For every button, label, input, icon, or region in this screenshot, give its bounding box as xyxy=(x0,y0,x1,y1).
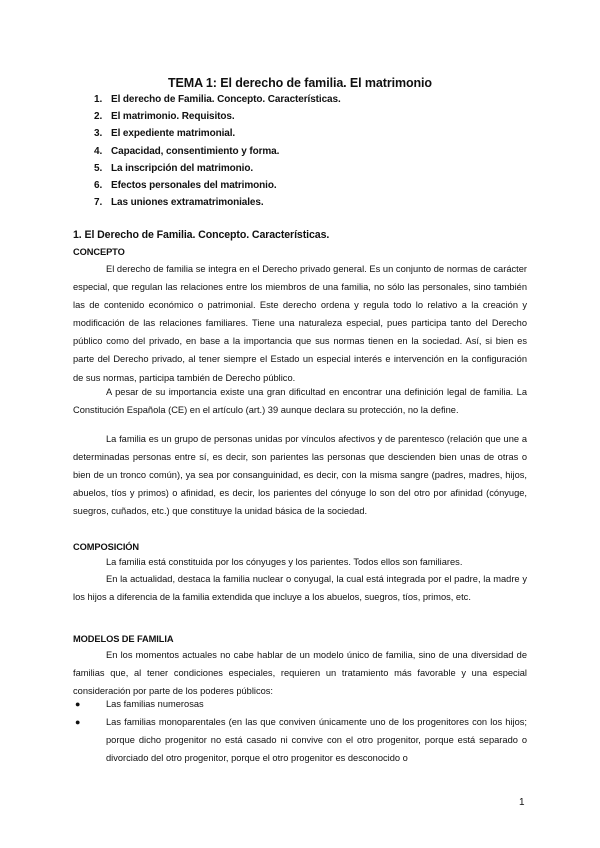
toc-item xyxy=(94,94,341,111)
concepto-heading: CONCEPTO xyxy=(73,247,125,257)
toc-item-number: 4. xyxy=(94,145,103,157)
page-title: TEMA 1: El derecho de familia. El matrimonio xyxy=(168,76,432,90)
toc-item-number: 3. xyxy=(94,128,103,140)
modelos-paragraph-1: En los momentos actuales no cabe hablar de un modelo único de familia, sino de una diversidad de familias que, al tener condiciones especiales, requieren un tratamiento más favorable y una especial consideración por parte de los poderes públicos: xyxy=(73,650,527,697)
bullet-icon: ● xyxy=(75,699,81,709)
list-item xyxy=(73,695,527,713)
concepto-paragraph-3: La familia es un grupo de personas unidas por vínculos afectivos y de parentesco (relación que une a determinadas personas entre sí, es decir, son parientes las personas que descienden bien unas de otras o bien de un tronco común), ya sea por consanguinidad, es decir, con la misma sangre (padres, madres, hijos, abuelos, tíos y primos) o afinidad, es decir, los parientes del cónyuge lo son del otro por afinidad (cónyuge, suegros, cuñados, etc.) que constituye la unidad básica de la sociedad. xyxy=(73,434,527,517)
toc-item-number: 7. xyxy=(94,197,103,209)
toc-item-number: 6. xyxy=(94,179,103,191)
concepto-paragraph-1: El derecho de familia se integra en el Derecho privado general. Es un conjunto de normas de carácter especial, que regulan las relaciones entre los miembros de una familia, no sólo las personales, sino también las de contenido económico o patrimonial. Este derecho ordena y regula todo lo relativo a la creación y modificación de las relaciones familiares. Tiene una naturaleza especial, pues participa tanto del Derecho público como del privado, en base a la importancia que sus normas tienen en la sociedad. Así, si bien es parte del Derecho privado, al tener siempre el Estado un especial interés e intervención en la configuración de sus normas, participa también de Derecho público. xyxy=(73,264,527,383)
toc-item xyxy=(94,128,341,145)
toc-item-number: 1. xyxy=(94,94,103,105)
toc-item-text: La inscripción del matrimonio. xyxy=(111,162,254,174)
toc-item xyxy=(94,180,341,197)
concepto-paragraph-2: A pesar de su importancia existe una gran dificultad en encontrar una definición legal de familia. La Constitución Española (CE) en el artículo (art.) 39 aunque declara su protección, no la define. xyxy=(73,387,527,416)
section-heading: 1. El Derecho de Familia. Concepto. Características. xyxy=(73,229,330,241)
list-item-text: Las familias numerosas xyxy=(106,699,204,709)
toc-item-text: El expediente matrimonial. xyxy=(111,128,236,140)
toc-item-text: Capacidad, consentimiento y forma. xyxy=(111,145,280,157)
composicion-heading: COMPOSICIÓN xyxy=(73,542,140,552)
page-number: 1 xyxy=(519,797,525,808)
list-item-text: Las familias monoparentales (en las que conviven únicamente uno de los progenitores con los hijos; porque dicho progenitor no está casado ni convive con el otro progenitor, porque está separado o divorciado del otro progenitor, porque el otro progenitor es desconocido o xyxy=(106,717,527,764)
toc-item xyxy=(94,163,341,180)
toc-item-text: El matrimonio. Requisitos. xyxy=(111,111,235,123)
composicion-paragraph-2: En la actualidad, destaca la familia nuclear o conyugal, la cual está integrada por el padre, la madre y los hijos a diferencia de la familia extendida que incluye a los abuelos, suegros, tíos, primos, etc. xyxy=(73,574,527,603)
composicion-paragraph-1: La familia está constituida por los cónyuges y los parientes. Todos ellos son familiares. xyxy=(106,557,463,567)
toc-item-text: Las uniones extramatrimoniales. xyxy=(111,197,264,209)
toc-item xyxy=(94,146,341,163)
toc-item-text: El derecho de Familia. Concepto. Características. xyxy=(111,94,341,105)
bullet-icon: ● xyxy=(75,717,81,728)
modelos-heading: MODELOS DE FAMILIA xyxy=(73,634,174,644)
modelos-bullet-list xyxy=(73,695,527,767)
toc-item xyxy=(94,197,341,214)
toc-item xyxy=(94,111,341,128)
toc-item-number: 5. xyxy=(94,162,103,174)
toc-item-number: 2. xyxy=(94,111,103,123)
list-item xyxy=(73,713,527,767)
toc-item-text: Efectos personales del matrimonio. xyxy=(111,179,277,191)
table-of-contents xyxy=(94,94,341,214)
